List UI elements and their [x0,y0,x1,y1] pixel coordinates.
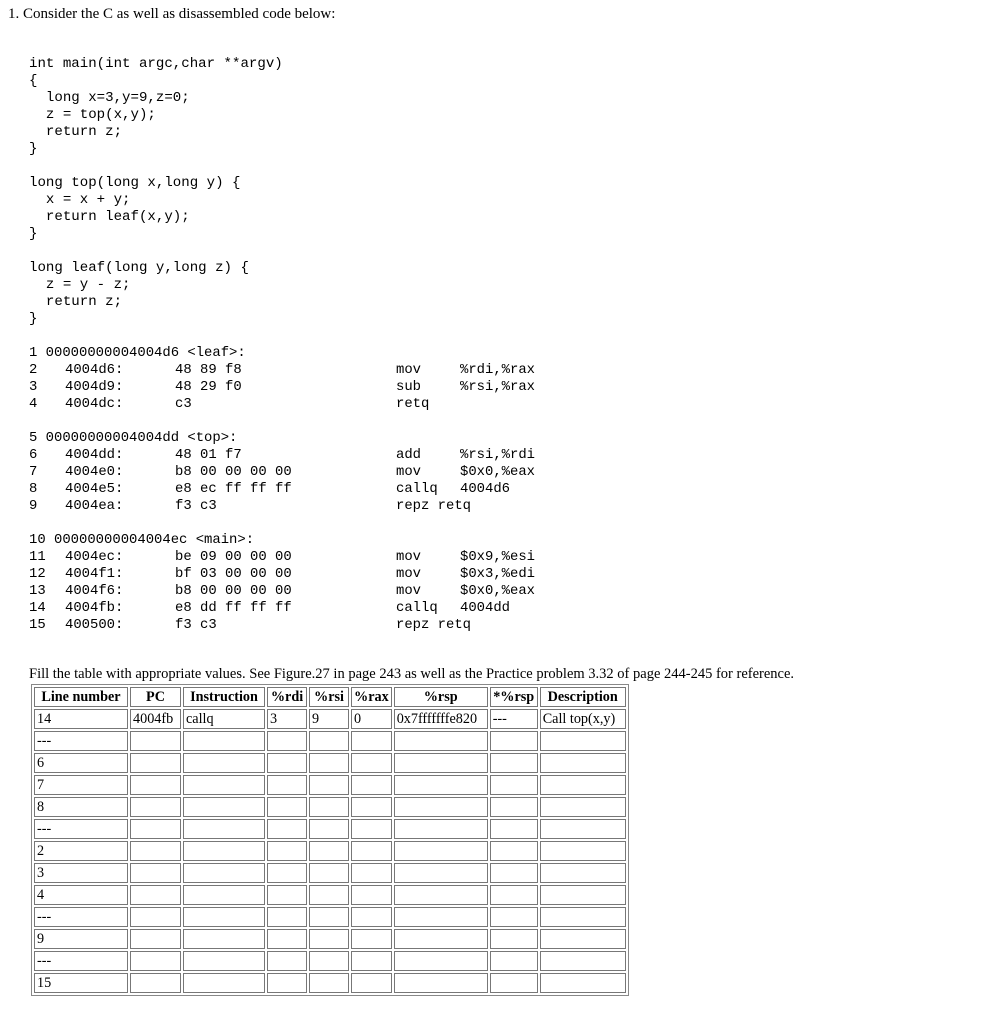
table-cell[interactable] [267,907,307,927]
asm-addr: 4004d6: [65,362,124,378]
asm-addr: 4004d9: [65,379,124,395]
table-cell[interactable] [394,929,488,949]
table-cell[interactable] [130,951,181,971]
table-row [34,819,626,839]
table-row [34,709,626,729]
asm-bytes: be 09 00 00 00 [175,549,292,565]
table-cell[interactable] [309,907,349,927]
table-cell[interactable] [351,819,392,839]
c-source-code [29,56,283,328]
table-cell[interactable] [267,885,307,905]
asm-op: repz retq [396,617,472,633]
table-cell[interactable] [183,819,265,839]
table-cell[interactable] [130,731,181,751]
asm-num: 15 [29,617,46,633]
asm-args: $0x3,%edi [460,566,536,582]
asm-args: $0x0,%eax [460,583,536,599]
code-line: long leaf(long y,long z) { [29,260,249,276]
asm-addr: 4004f6: [65,583,124,599]
table-cell[interactable] [351,885,392,905]
asm-bytes: bf 03 00 00 00 [175,566,292,582]
table-cell[interactable] [130,841,181,861]
table-cell[interactable] [351,753,392,773]
table-cell: 15 [34,973,128,993]
table-cell[interactable] [351,841,392,861]
table-cell[interactable] [490,731,538,751]
function-header-text: 1 00000000004004d6 <leaf>: [29,345,246,361]
table-cell[interactable] [309,819,349,839]
asm-op: retq [396,396,430,412]
code-line: long x=3,y=9,z=0; [29,90,190,106]
table-cell[interactable]: --- [490,709,538,729]
table-instructions: Fill the table with appropriate values. See Figure.27 in page 243 as well as the Practice problem 3.32 of page 244-245 for reference. [29,666,795,682]
table-cell[interactable] [490,841,538,861]
code-line: } [29,311,38,327]
table-cell[interactable] [394,753,488,773]
table-cell[interactable] [490,951,538,971]
table-cell[interactable] [394,797,488,817]
asm-op: mov [396,566,422,582]
table-cell[interactable] [267,731,307,751]
asm-num: 3 [29,379,38,395]
asm-bytes: f3 c3 [175,498,217,514]
table-cell[interactable]: Call top(x,y) [540,709,626,729]
asm-num: 14 [29,600,46,616]
asm-op: repz retq [396,498,472,514]
asm-num: 8 [29,481,38,497]
table-header-row [34,687,626,707]
asm-op: callq [396,600,438,616]
table-cell[interactable] [183,907,265,927]
asm-op: add [396,447,422,463]
table-cell[interactable] [394,907,488,927]
table-row [34,907,626,927]
table-cell[interactable]: 3 [267,709,307,729]
table-cell[interactable] [309,863,349,883]
table-cell: 3 [34,863,128,883]
asm-op: mov [396,583,422,599]
table-cell[interactable] [540,885,626,905]
table-cell: --- [34,951,128,971]
table-cell[interactable] [540,797,626,817]
code-line: return leaf(x,y); [29,209,190,225]
table-cell[interactable] [130,819,181,839]
asm-op: callq [396,481,438,497]
table-cell[interactable] [183,797,265,817]
table-cell[interactable] [490,775,538,795]
table-cell[interactable] [394,863,488,883]
table-cell[interactable] [267,973,307,993]
table-cell[interactable] [540,951,626,971]
asm-addr: 4004ea: [65,498,124,514]
asm-addr: 4004f1: [65,566,124,582]
table-cell[interactable] [183,951,265,971]
asm-bytes: 48 89 f8 [175,362,242,378]
table-cell[interactable] [540,753,626,773]
asm-num: 2 [29,362,38,378]
asm-op: mov [396,362,422,378]
code-line: } [29,226,38,242]
table-cell[interactable] [130,797,181,817]
function-header-text: 10 00000000004004ec <main>: [29,532,255,548]
code-line: long top(long x,long y) { [29,175,241,191]
table-cell[interactable] [130,775,181,795]
table-cell[interactable] [540,973,626,993]
table-cell[interactable] [394,819,488,839]
table-cell[interactable]: callq [183,709,265,729]
asm-bytes: c3 [175,396,192,412]
table-cell[interactable] [351,731,392,751]
table-cell: 14 [34,709,128,729]
column-header: PC [130,687,181,707]
table-cell[interactable] [183,973,265,993]
code-line: z = top(x,y); [29,107,156,123]
table-cell[interactable] [309,775,349,795]
asm-op: sub [396,379,422,395]
table-cell[interactable] [130,885,181,905]
table-cell[interactable] [351,797,392,817]
table-cell[interactable] [351,973,392,993]
table-cell[interactable] [351,775,392,795]
table-cell[interactable] [309,885,349,905]
table-cell: --- [34,907,128,927]
column-header: Description [540,687,626,707]
asm-bytes: 48 29 f0 [175,379,242,395]
table-cell[interactable] [394,885,488,905]
table-cell[interactable] [394,973,488,993]
stack-trace-table [31,684,629,996]
code-line: } [29,141,38,157]
table-cell[interactable] [490,863,538,883]
table-cell[interactable] [267,753,307,773]
table-cell: 9 [34,929,128,949]
table-cell: 6 [34,753,128,773]
table-row [34,863,626,883]
table-cell[interactable] [130,929,181,949]
column-header: %rdi [267,687,307,707]
table-cell[interactable] [130,907,181,927]
table-cell[interactable] [267,797,307,817]
table-row [34,841,626,861]
table-cell[interactable] [309,951,349,971]
function-header-text: 5 00000000004004dd <top>: [29,430,238,446]
table-row [34,775,626,795]
table-cell[interactable] [267,775,307,795]
table-cell[interactable] [309,753,349,773]
table-cell[interactable] [394,951,488,971]
table-cell[interactable] [540,731,626,751]
asm-bytes: e8 dd ff ff ff [175,600,292,616]
table-cell: --- [34,731,128,751]
table-cell[interactable] [490,819,538,839]
table-cell[interactable] [309,841,349,861]
table-cell: 2 [34,841,128,861]
table-cell[interactable] [267,819,307,839]
table-cell[interactable] [351,907,392,927]
table-cell[interactable] [540,907,626,927]
table-cell[interactable] [540,929,626,949]
asm-args: $0x9,%esi [460,549,536,565]
table-cell[interactable]: 9 [309,709,349,729]
asm-args: $0x0,%eax [460,464,536,480]
asm-num: 7 [29,464,38,480]
table-row [34,951,626,971]
code-line: z = y - z; [29,277,131,293]
column-header: %rsp [394,687,488,707]
code-line [29,243,283,260]
code-line: x = x + y; [29,192,131,208]
asm-num: 9 [29,498,38,514]
code-line: return z; [29,124,123,140]
table-cell[interactable] [309,797,349,817]
table-cell[interactable] [540,819,626,839]
table-row [34,929,626,949]
column-header: %rsi [309,687,349,707]
column-header: *%rsp [490,687,538,707]
asm-num: 13 [29,583,46,599]
table-cell[interactable] [183,775,265,795]
table-cell[interactable] [394,731,488,751]
table-cell[interactable]: 4004fb [130,709,181,729]
table-cell[interactable] [351,863,392,883]
table-cell[interactable] [351,929,392,949]
question-heading: 1. Consider the C as well as disassembled code below: [8,6,336,22]
asm-num: 6 [29,447,38,463]
table-cell[interactable] [183,731,265,751]
table-cell[interactable] [183,885,265,905]
table-cell: 8 [34,797,128,817]
table-cell[interactable] [351,951,392,971]
table-cell[interactable] [183,863,265,883]
asm-bytes: e8 ec ff ff ff [175,481,292,497]
table-cell[interactable] [394,841,488,861]
table-cell[interactable] [267,951,307,971]
asm-addr: 4004ec: [65,549,124,565]
table-cell[interactable] [183,841,265,861]
column-header: Line number [34,687,128,707]
asm-addr: 400500: [65,617,124,633]
table-row [34,753,626,773]
asm-addr: 4004dd: [65,447,124,463]
table-cell[interactable] [490,907,538,927]
table-cell[interactable] [490,973,538,993]
asm-args: 4004d6 [460,481,511,497]
table-cell[interactable] [130,863,181,883]
table-cell[interactable] [540,841,626,861]
table-cell[interactable] [267,863,307,883]
table-row [34,973,626,993]
table-cell[interactable] [490,929,538,949]
table-cell[interactable] [309,731,349,751]
table-row [34,731,626,751]
asm-op: mov [396,549,422,565]
table-cell[interactable] [183,753,265,773]
asm-addr: 4004e5: [65,481,124,497]
code-line: int main(int argc,char **argv) [29,56,283,72]
table-cell[interactable] [309,929,349,949]
table-cell[interactable] [540,863,626,883]
table-cell[interactable] [490,885,538,905]
table-cell[interactable] [540,775,626,795]
table-row [34,797,626,817]
table-cell[interactable] [130,973,181,993]
column-header: %rax [351,687,392,707]
table-cell[interactable] [267,841,307,861]
asm-bytes: b8 00 00 00 00 [175,583,292,599]
table-cell[interactable]: 0x7fffffffe820 [394,709,488,729]
column-header: Instruction [183,687,265,707]
asm-num: 4 [29,396,38,412]
asm-bytes: 48 01 f7 [175,447,242,463]
asm-args: %rsi,%rax [460,379,536,395]
asm-op: mov [396,464,422,480]
code-line [29,158,283,175]
table-cell[interactable] [394,775,488,795]
table-cell: 4 [34,885,128,905]
asm-addr: 4004dc: [65,396,124,412]
asm-args: 4004dd [460,600,511,616]
asm-bytes: f3 c3 [175,617,217,633]
table-cell[interactable] [130,753,181,773]
code-line: { [29,73,38,89]
asm-num: 11 [29,549,46,565]
table-cell[interactable] [183,929,265,949]
asm-addr: 4004e0: [65,464,124,480]
asm-bytes: b8 00 00 00 00 [175,464,292,480]
table-cell[interactable] [267,929,307,949]
asm-addr: 4004fb: [65,600,124,616]
table-row [34,885,626,905]
asm-args: %rdi,%rax [460,362,536,378]
table-cell: 7 [34,775,128,795]
asm-num: 12 [29,566,46,582]
asm-args: %rsi,%rdi [460,447,536,463]
table-cell: --- [34,819,128,839]
code-line: return z; [29,294,123,310]
table-cell[interactable]: 0 [351,709,392,729]
table-cell[interactable] [309,973,349,993]
table-cell[interactable] [490,753,538,773]
table-cell[interactable] [490,797,538,817]
